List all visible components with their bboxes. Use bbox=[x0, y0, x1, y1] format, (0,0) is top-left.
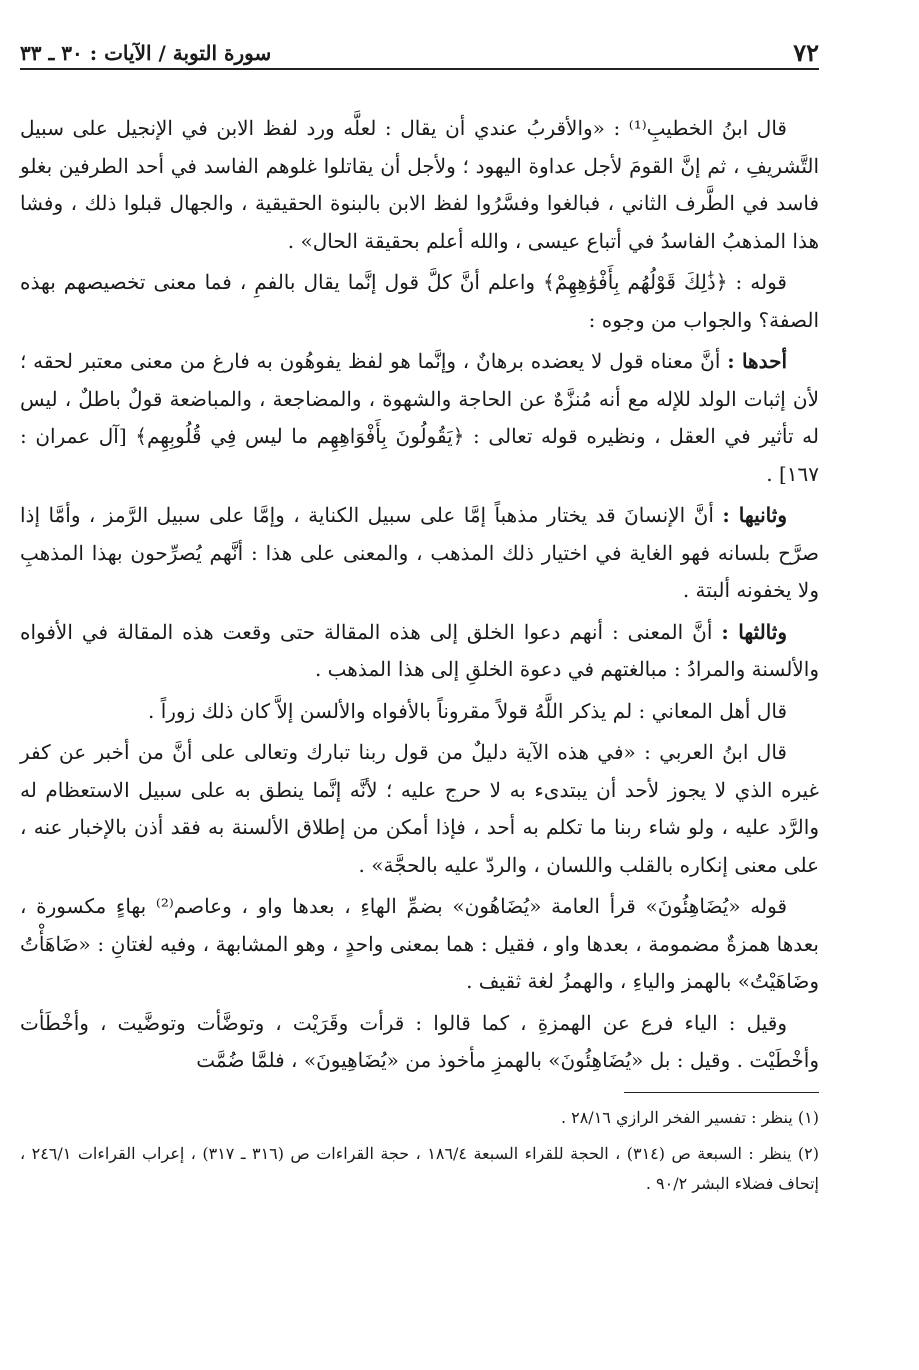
running-title: سورة التوبة / الآيات : ٣٠ ـ ٣٣ bbox=[20, 41, 272, 65]
footnotes bbox=[20, 1103, 819, 1199]
paragraph bbox=[20, 734, 819, 884]
paragraph-text: قوله «يُضَاهِئُونَ» قرأ العامة «يُضَاهُون» بضمِّ الهاءِ ، بعدها واو ، وعاصم⁽²⁾ بهاءٍ مكسورة ، بعدها همزةٌ مضمومة ، بعدها واو ، فقيل : هما بمعنى واحدٍ ، وهو المشابهة ، وفيه لغتانِ : «ضَاهَأْتُ وضَاهَيْتُ» بالهمز والياءِ ، والهمزُ لغة ثقيف . bbox=[20, 894, 819, 993]
paragraph bbox=[20, 614, 819, 689]
paragraph bbox=[20, 888, 819, 1001]
paragraph-text: وقيل : الياء فرع عن الهمزةِ ، كما قالوا : قرأت وقَرَيْت ، وتوضَّأت وتوضَّيت ، وأخْطَأت وأخْطَيْت . وقيل : بل «يُضَاهِئُونَ» بالهمزِ مأخوذ من «يُضَاهِيونَ» ، فلمَّا ضُمَّت bbox=[20, 1010, 819, 1072]
paragraph-lead: وثانيها : bbox=[722, 503, 788, 527]
page-header bbox=[20, 40, 819, 70]
footnote: (١) ينظر : تفسير الفخر الرازي ٢٨/١٦ . bbox=[560, 1107, 819, 1127]
paragraph bbox=[20, 497, 819, 610]
paragraph bbox=[20, 1005, 819, 1080]
paragraph bbox=[20, 693, 819, 731]
main-text bbox=[20, 110, 819, 1080]
paragraph-text: قوله : ﴿ذَٰلِكَ قَوْلُهُم بِأَفْوَٰهِهِمْ﴾ واعلم أنَّ كلَّ قول إنَّما يقال بالفمِ ، فما معنى تخصيصهم بهذه الصفة؟ والجواب من وجوه : bbox=[20, 270, 819, 332]
footnote-separator bbox=[624, 1092, 819, 1093]
paragraph-text: قال أهل المعاني : لم يذكر اللَّهُ قولاً مقروناً بالأفواه والألسن إلاَّ كان ذلك زوراً . bbox=[147, 698, 787, 723]
footnote: (٢) ينظر : السبعة ص (٣١٤) ، الحجة للقراء السبعة ١٨٦/٤ ، حجة القراءات ص (٣١٦ ـ ٣١٧) ، إعراب القراءات ٢٤٦/١ ، إتحاف فضلاء البشر ٩٠/٢ . bbox=[20, 1143, 820, 1193]
paragraph-text: أنَّ معناه قول لا يعضده برهانٌ ، وإنَّما هو لفظ يفوهُون به فارغ من معنى معتبر لحقه ؛ لأن إثبات الولد للإله مع أنه مُنزَّهٌ عن الحاجة والشهوة ، والمضاجعة ، والمباضعة قولٌ باطلٌ ، ليس له تأثير في العقل ، ونظيره قوله تعالى : ﴿يَقُولُونَ بِأَفْوَاهِهِم ما ليس فِي قُلُوبِهِم﴾ [آل عمران : ١٦٧] . bbox=[20, 349, 819, 486]
paragraph-lead: أحدها : bbox=[727, 349, 788, 373]
paragraph-text: قال ابنُ العربي : «في هذه الآية دليلٌ من قول ربنا تبارك وتعالى على أنَّ من أخبر عن كفر غيره الذي لا يجوز لأحد أن يبتدىء به لا حرج عليه ؛ لأنَّه إنَّما ينطق به على سبيل الاستعظام له والرَّد عليه ، ولو شاء ربنا ما تكلم به أحد ، فإذا أمكن من إطلاق الألسنة به فقد أذن بالإخبار عنه ، على معنى إنكاره بالقلب واللسان ، والردّ عليه بالحجَّة» . bbox=[20, 740, 819, 877]
paragraph-lead: وثالثها : bbox=[721, 619, 787, 644]
paragraph-text: أنَّ الإنسانَ قد يختار مذهباً إمَّا على سبيل الكناية ، وإمَّا على سبيل الرَّمز ، وأمَّا إذا صرَّح بلسانه فهو الغاية في اختيار ذلك المذهب ، والمعنى على هذا : أنَّهم يُصرِّحون بهذا المذهبِ ولا يخفونه ألبتة . bbox=[20, 503, 819, 602]
paragraph bbox=[20, 264, 819, 339]
paragraph-text: أنَّ المعنى : أنهم دعوا الخلق إلى هذه المقالة حتى وقعت هذه المقالة في الأفواه والألسنة والمرادُ : مبالغتهم في دعوة الخلقِ إلى هذا المذهب . bbox=[20, 619, 819, 681]
paragraph bbox=[20, 110, 819, 260]
paragraph bbox=[20, 343, 819, 493]
paragraph-text: قال ابنُ الخطيبِ⁽¹⁾ : «والأقربُ عندي أن يقال : لعلَّه ورد لفظ الابن في الإنجيل على سبيل التَّشريفِ ، ثم إنَّ القومَ لأجل عداوة اليهود ؛ ولأجل أن يقاتلوا غلوهم الفاسد في أحد الطرفين بغلو فاسد في الطَّرف الثاني ، فبالغوا وفسَّرُوا لفظ الابن بالبنوة الحقيقية ، والجهال قبلوا ذلك ، وفشا هذا المذهبُ الفاسدُ في أتباع عيسى ، والله أعلم بحقيقة الحال» . bbox=[20, 116, 819, 253]
page-number: ٧٢ bbox=[793, 38, 819, 67]
